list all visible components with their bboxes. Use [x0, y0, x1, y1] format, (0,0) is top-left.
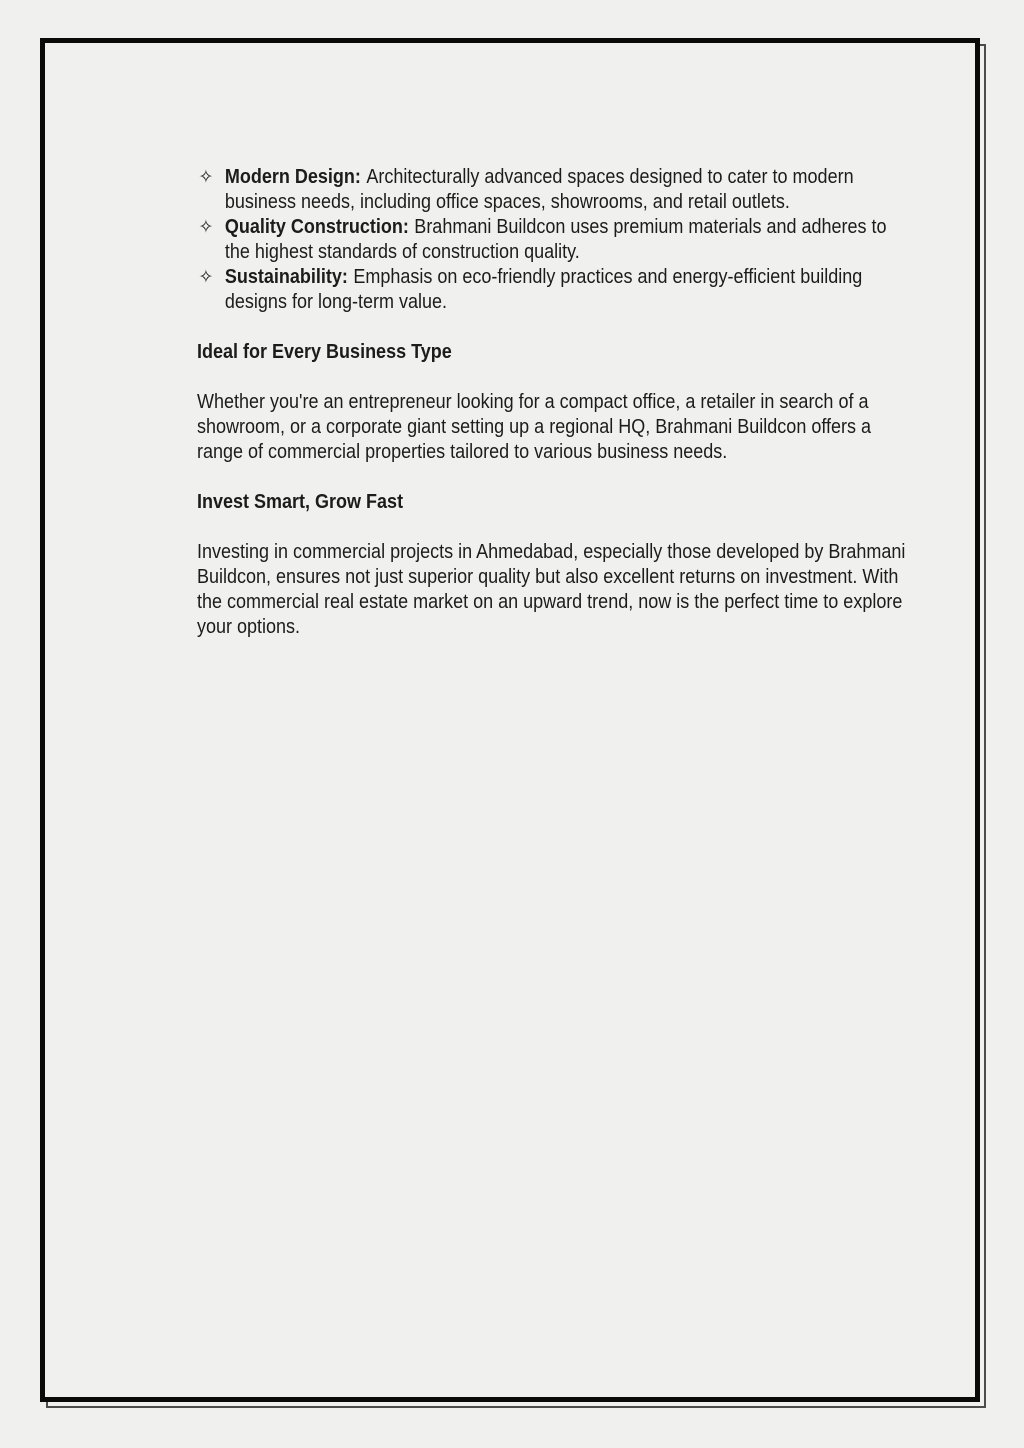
section-paragraph-ideal-business: Whether you're an entrepreneur looking for a compact office, a retailer in search of a showroom, or a corporate giant setting up a regional HQ, Brahmani Buildcon offers a range of commercial properties tailored to various business needs.	[197, 391, 872, 463]
diamond-star-bullet-icon: ✧	[198, 216, 214, 238]
bullet-text: Architecturally advanced spaces designed to cater to modern business needs, including office spaces, showrooms, and retail outlets.	[224, 166, 854, 213]
section-heading-invest-smart: Invest Smart, Grow Fast	[197, 491, 404, 513]
bullet-label: Modern Design:	[224, 166, 361, 188]
diamond-star-bullet-icon: ✧	[198, 166, 214, 188]
bullet-text: Brahmani Buildcon uses premium materials and adheres to the highest standards of construction quality.	[224, 216, 887, 263]
bullet-item-sustainability	[197, 265, 915, 315]
bullet-text: Emphasis on eco-friendly practices and energy-efficient building designs for long-term value.	[224, 266, 863, 313]
bullet-label: Sustainability:	[224, 266, 348, 288]
section-heading-ideal-business: Ideal for Every Business Type	[197, 341, 452, 363]
bullet-item-modern-design	[197, 165, 915, 215]
page-content	[197, 165, 915, 640]
document-page-frame	[40, 38, 980, 1402]
diamond-star-bullet-icon: ✧	[198, 266, 214, 288]
bullet-label: Quality Construction:	[224, 216, 409, 238]
section-paragraph-invest-smart: Investing in commercial projects in Ahmedabad, especially those developed by Brahmani Buildcon, ensures not just superior quality but also excellent returns on investment. With the commercial real estate market on an upward trend, now is the perfect time to explore your options.	[197, 541, 906, 638]
feature-bullet-list	[197, 165, 915, 315]
bullet-item-quality-construction	[197, 215, 915, 265]
